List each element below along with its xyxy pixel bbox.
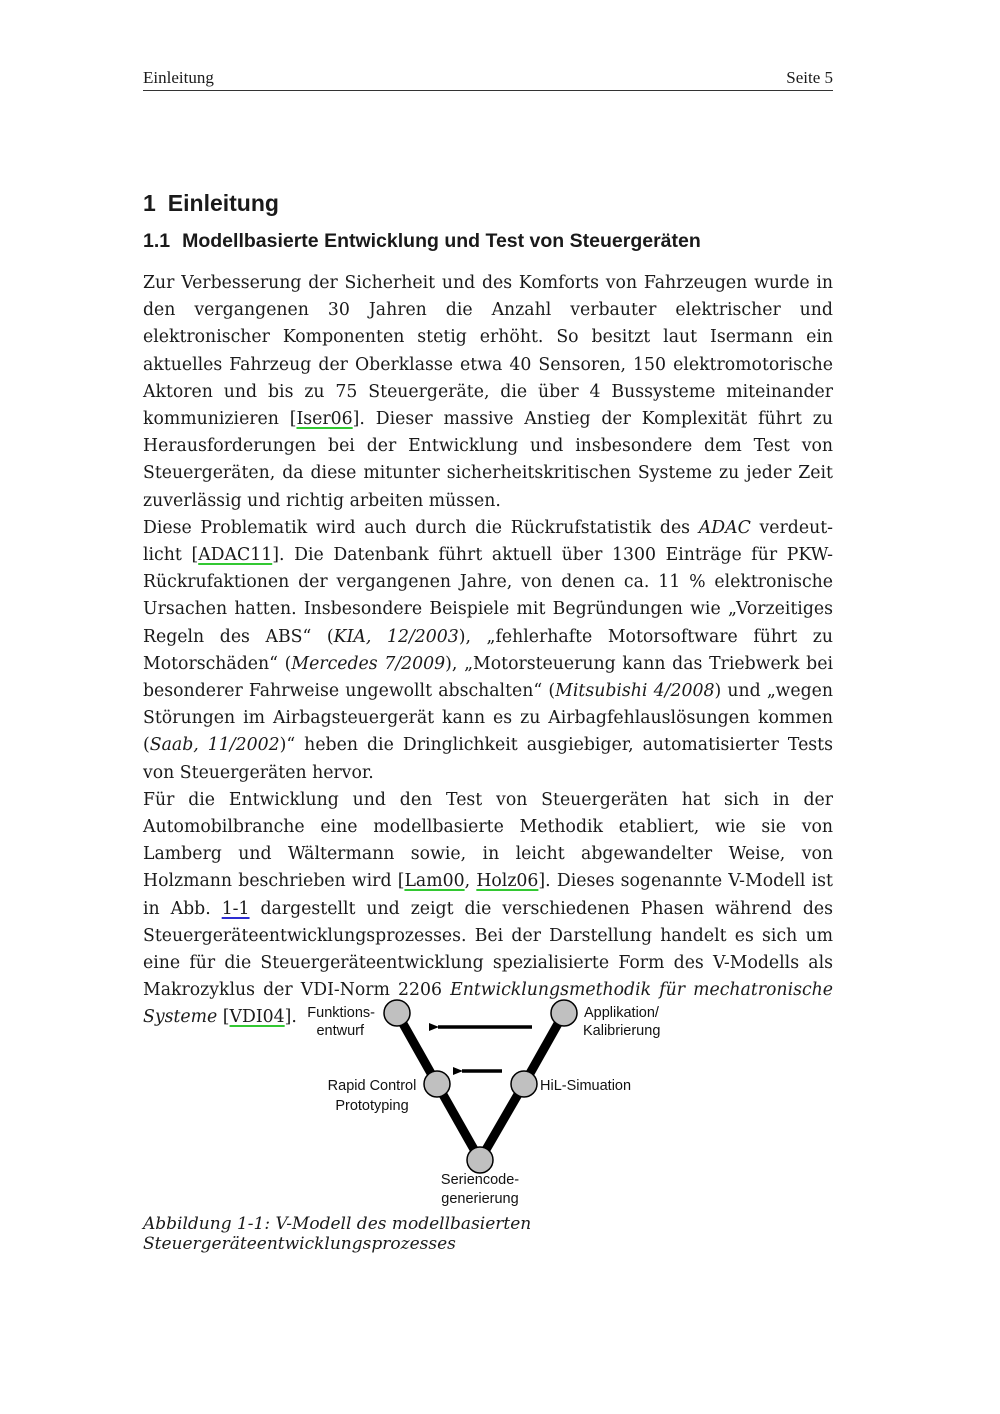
- text-run: ), „Motorsteuerung kann das Triebwerk bei besonderer Fahrweise ungewollt abschalten“ (: [143, 653, 833, 702]
- text-run: )“ heben die Dringlichkeit ausgiebiger, automatisierter Tests von Steuergeräten hervor.: [143, 735, 833, 783]
- italic-text: Saab, 11/2002: [149, 735, 280, 756]
- subsection-heading: [143, 230, 701, 253]
- text-run: dargestellt und zeigt die verschiedenen Phasen während des Steuergeräteentwicklungsprozesses. Bei der Darstellung handelt es sich um eine für die Steuergeräteentwicklung spezialisierte Form des V-Modells als Makrozyklus der VDI-Norm 2206: [143, 898, 833, 1001]
- label-rcp-line1: Rapid Control: [327, 1078, 417, 1094]
- figure-reference-link[interactable]: 1-1: [221, 898, 250, 919]
- citation-link[interactable]: Holz06: [476, 871, 539, 892]
- citation-link[interactable]: Iser06: [296, 409, 353, 430]
- node-rapid-control-prototyping: [424, 1071, 450, 1097]
- citation-link[interactable]: ADAC11: [198, 545, 273, 566]
- label-rcp-line2: Prototyping: [335, 1098, 409, 1114]
- text-run: Zur Verbesserung der Sicherheit und des Komforts von Fahrzeugen wurde in den vergangenen 30 Jahren die Anzahl verbauter elektrischer und elektronischer Komponenten stetig erhöht. So besitzt laut Isermann ein aktuelles Fahrzeug der Oberklasse etwa 40 Sensoren, 150 elektromotorische Aktoren und bis zu 75 Steuergeräte, die über 4 Bussysteme miteinander kommunizieren [: [143, 273, 833, 430]
- section-heading: [143, 190, 279, 217]
- italic-text: Mercedes 7/2009: [291, 653, 446, 674]
- text-run: ,: [464, 871, 477, 892]
- label-seriencode-line2: generierung: [441, 1191, 519, 1207]
- section-number: 1: [143, 190, 156, 216]
- subsection-number: 1.1: [143, 230, 171, 252]
- label-hil-simulation: HiL-Simuation: [540, 1078, 632, 1094]
- body-text: [143, 270, 833, 1032]
- running-header: [143, 66, 833, 91]
- text-run: ]. Dieses sogenannte V-Modell ist in Abb.: [143, 871, 833, 919]
- text-run: Für die Entwicklung und den Test von Steuergeräten hat sich in der Automobilbranche eine modellbasierte Methodik etabliert, wie sie von Lamberg und Wältermann sowie, in leicht abgewandelter Weise, von Holzmann beschrieben wird [: [143, 789, 833, 892]
- figure-caption: Abbildung 1-1: V-Modell des modellbasierten Steuergeräteentwicklungsprozesses: [143, 1214, 532, 1254]
- text-run: ]. Dieser massive Anstieg der Komplexität führt zu Herausforderungen bei der Entwicklung und insbesondere dem Test von Steuergeräten, da diese mitunter sicherheitskritischen Systeme zu jeder Zeit zuverlässig und richtig arbeiten müssen.: [143, 409, 833, 511]
- text-run: Diese Problematik wird auch durch die Rückrufstatistik des: [143, 517, 699, 538]
- label-seriencode-line1: Seriencode-: [440, 1172, 520, 1188]
- italic-text: Entwicklungsmethodik für mechatronische Systeme: [143, 980, 833, 1028]
- label-funktionsentwurf-line2: entwurf: [316, 1023, 364, 1039]
- text-run: ]. Die Datenbank führt aktuell über 1300 Einträge für PKW-Rückrufaktionen der vergangenen Jahre, von denen ca. 11 % elektronische Ursachen hatten. Insbesondere Beispiele mit Begründungen wie „Vorzeitiges Regeln des ABS“ (: [143, 545, 833, 647]
- label-applikation-line1: Applikation/: [584, 1005, 659, 1021]
- paragraph-1: [143, 270, 833, 515]
- v-model-diagram: [280, 990, 700, 1210]
- text-run: verdeutlicht [: [143, 517, 834, 566]
- italic-text: Mitsubishi 4/2008: [555, 681, 715, 702]
- header-page-number: Seite 5: [786, 68, 833, 87]
- node-applikation: [551, 1000, 577, 1026]
- header-chapter: Einleitung: [143, 68, 214, 87]
- paragraph-2: [143, 515, 833, 787]
- text-run: ) und „wegen Störungen im Airbagsteuergerät kann es zu Airbagfehlauslösungen kommen (: [143, 681, 833, 756]
- italic-text: KIA, 12/2003: [333, 626, 459, 647]
- node-seriencode: [467, 1147, 493, 1173]
- text-run: [: [217, 1007, 230, 1028]
- italic-text: ADAC: [698, 517, 751, 538]
- section-title: Einleitung: [167, 190, 279, 216]
- text-run: ), „fehlerhafte Motorsoftware führt zu Motorschäden“ (: [143, 626, 834, 674]
- citation-link[interactable]: VDI04: [229, 1007, 285, 1028]
- subsection-title: Modellbasierte Entwicklung und Test von Steuergeräten: [182, 230, 701, 252]
- node-funktionsentwurf: [384, 1000, 410, 1026]
- label-funktionsentwurf-line1: Funktions-: [307, 1005, 375, 1021]
- node-hil-simulation: [511, 1071, 537, 1097]
- citation-link[interactable]: Lam00: [404, 871, 465, 892]
- label-applikation-line2: Kalibrierung: [583, 1023, 661, 1039]
- text-run: ].: [284, 1007, 297, 1028]
